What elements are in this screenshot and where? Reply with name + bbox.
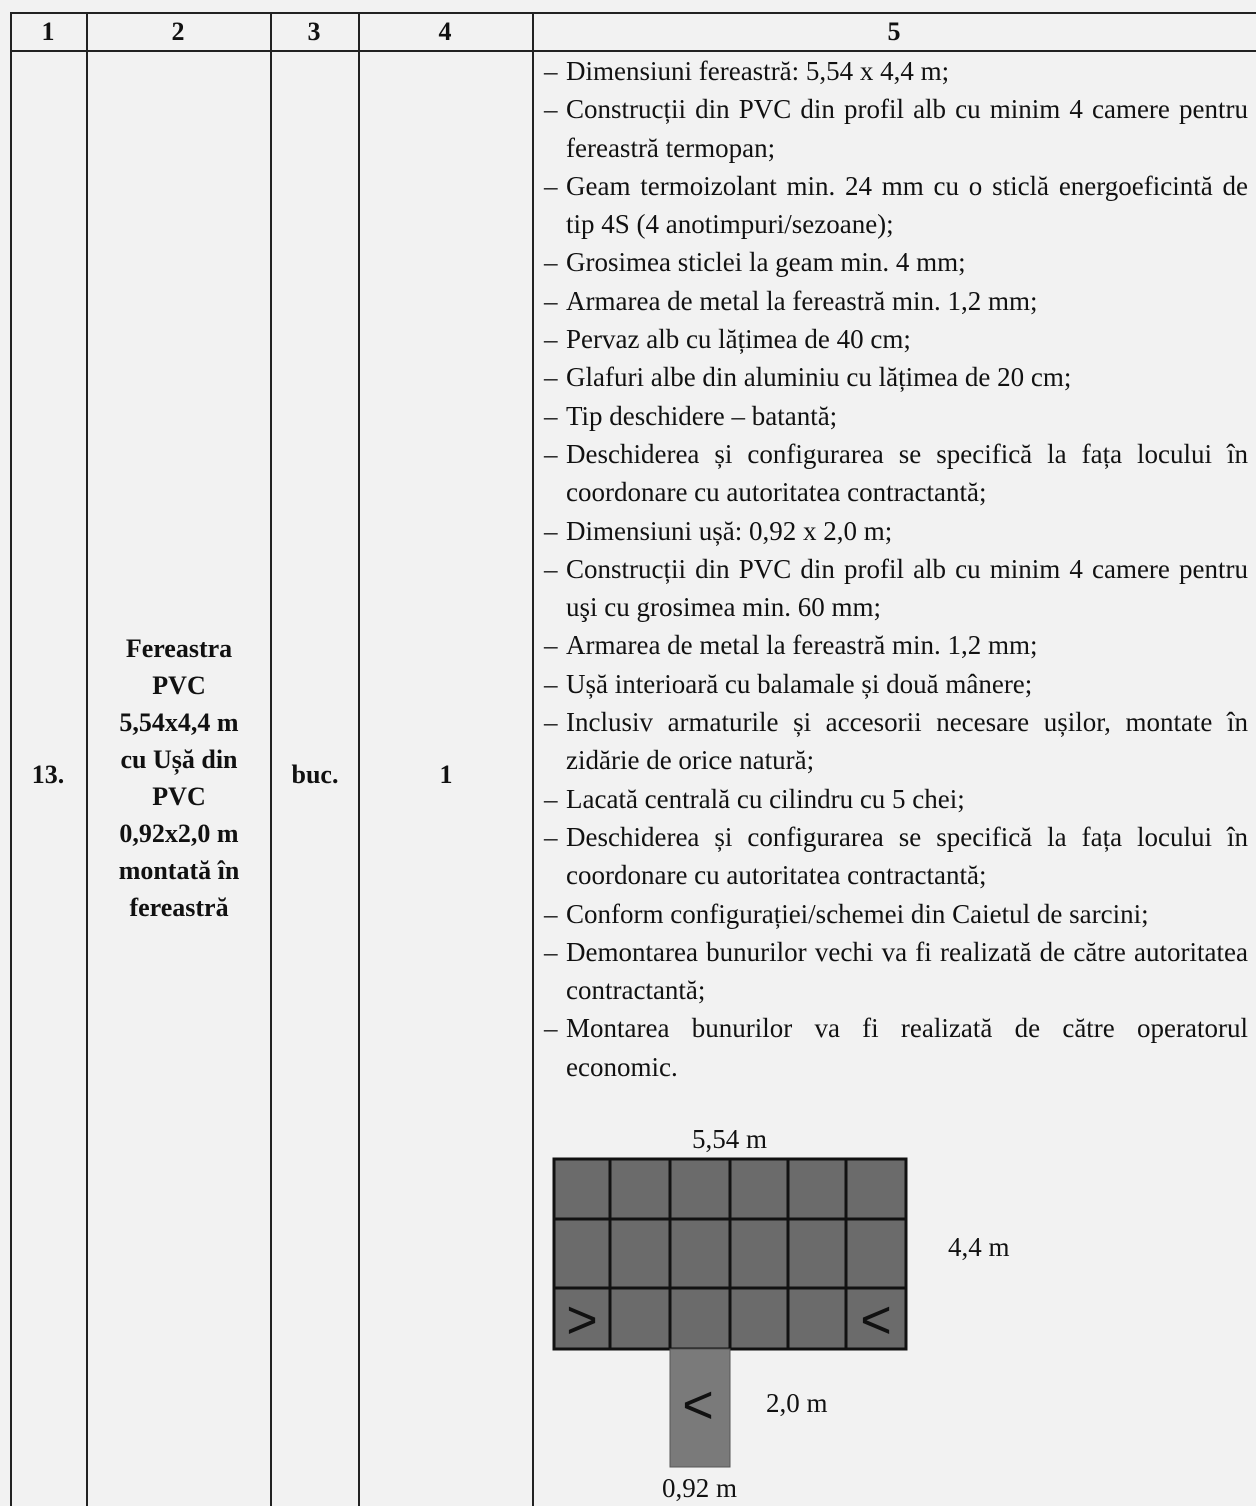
spec-item: – Deschiderea și configurarea se specifică la fața locului în coordonare cu autoritatea contractantă;	[544, 438, 1248, 508]
opening-symbol-right: <	[860, 1290, 892, 1350]
spec-item: – Ușă interioară cu balamale și două mânere;	[544, 668, 1033, 699]
product-name-line: montată în	[118, 856, 240, 885]
product-name-line: fereastră	[129, 893, 229, 922]
spec-item: – Demontarea bunurilor vechi va fi realizată de către autoritatea contractantă;	[544, 936, 1248, 1006]
spec-item: – Montarea bunurilor va fi realizată de către operatorul economic.	[544, 1013, 1248, 1082]
opening-symbol-door: <	[682, 1375, 714, 1435]
header-col-3: 3	[307, 17, 321, 46]
header-col-5: 5	[887, 17, 901, 46]
spec-item: – Armarea de metal la fereastră min. 1,2 mm;	[544, 285, 1038, 316]
product-name-line: 0,92x2,0 m	[119, 819, 239, 848]
product-name-line: PVC	[152, 782, 206, 811]
spec-item: – Dimensiuni fereastră: 5,54 x 4,4 m;	[544, 56, 950, 86]
unit-of-measure: buc.	[291, 760, 339, 789]
spec-item: – Deschiderea și configurarea se specifică la fața locului în coordonare cu autoritatea contractantă;	[544, 821, 1248, 891]
product-name-line: Fereastra	[125, 634, 233, 663]
window-width-label: 5,54 m	[692, 1124, 768, 1154]
spec-item: – Lacată centrală cu cilindru cu 5 chei;	[544, 783, 965, 814]
col-border-2	[270, 12, 272, 1506]
header-col-4: 4	[438, 17, 452, 46]
col-border-0	[10, 12, 12, 1506]
spec-item: – Inclusiv armaturile și accesorii necesare ușilor, montate în zidărie de orice natură;	[544, 707, 1248, 776]
spec-item: – Conform configurației/schemei din Caietul de sarcini;	[544, 898, 1149, 929]
spec-item: – Construcții din PVC din profil alb cu minim 4 camere pentru uşi cu grosimea min. 60 mm;	[544, 553, 1248, 623]
window-height-label: 4,4 m	[948, 1232, 1010, 1262]
spec-item: – Geam termoizolant min. 24 mm cu o sticlă energoeficintă de tip 4S (4 anotimpuri/sezoane);	[544, 170, 1248, 240]
opening-symbol-left: >	[566, 1290, 598, 1350]
product-name-line: cu Ușă din	[120, 745, 238, 774]
window-door-scheme	[540, 1120, 1100, 1506]
col-border-4	[532, 12, 534, 1506]
spec-item: – Pervaz alb cu lățimea de 40 cm;	[544, 324, 911, 355]
spec-item: – Armarea de metal la fereastră min. 1,2 mm;	[544, 630, 1038, 661]
scheme-drawing	[540, 1120, 1100, 1506]
spec-item: – Glafuri albe din aluminiu cu lățimea de 20 cm;	[544, 362, 1072, 393]
header-col-2: 2	[171, 17, 185, 46]
product-name	[88, 630, 270, 926]
row-number: 13.	[31, 760, 65, 789]
door-width-label: 0,92 m	[662, 1473, 738, 1503]
spec-item: – Tip deschidere – batantă;	[544, 400, 838, 431]
specifications-list	[544, 52, 1248, 1086]
spec-item: – Grosimea sticlei la geam min. 4 mm;	[544, 247, 966, 278]
door-height-label: 2,0 m	[766, 1388, 828, 1418]
col-border-3	[358, 12, 360, 1506]
product-name-line: 5,54x4,4 m	[119, 708, 239, 737]
product-name-line: PVC	[152, 671, 206, 700]
header-col-1: 1	[41, 17, 55, 46]
spec-item: – Dimensiuni ușă: 0,92 x 2,0 m;	[544, 515, 893, 546]
quantity: 1	[439, 760, 453, 789]
spec-item: – Construcții din PVC din profil alb cu minim 4 camere pentru fereastră termopan;	[544, 94, 1248, 163]
